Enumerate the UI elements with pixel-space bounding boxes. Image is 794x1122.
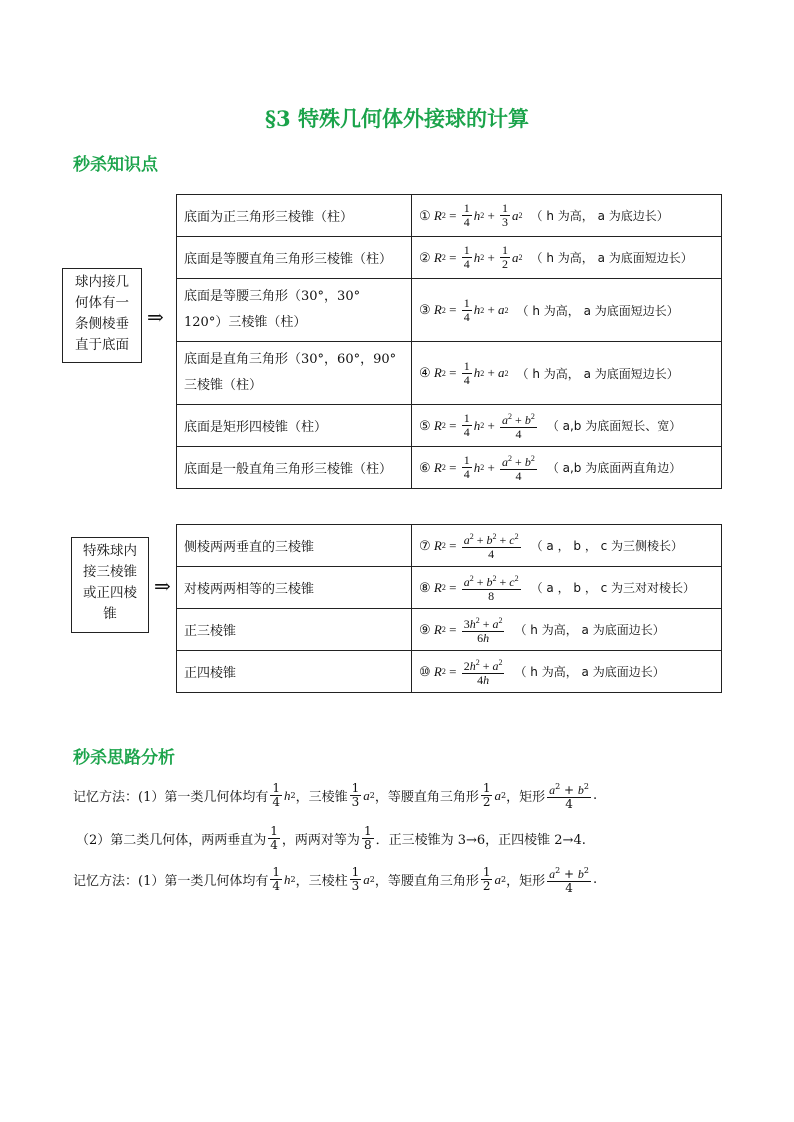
table-row <box>177 405 722 447</box>
analysis-paragraph-2: （2）第二类几何体，两两垂直为 $\frac{1}{4}$ ，两两对等为 $\frac{1}{8}$ ．正三棱锥为 3→6，正四棱锥 2→4. <box>76 824 586 852</box>
row-description: 底面是直角三角形（30°，60°，90° 三棱锥（柱） <box>177 342 412 405</box>
table-row <box>177 525 722 567</box>
formula-note: （ a,b 为底面短长、宽） <box>546 419 682 433</box>
row-formula: ② R 2 = $\frac{1}{4}$ h 2 + $\frac{1}{2}$ a 2 （ h 为高， a 为底面短边长） <box>412 237 722 279</box>
row-formula: ⑦ R 2 = $\frac{a^2 + b^2 + c^2}{4}$ （ a ， b ， c 为三侧棱长） <box>412 525 722 567</box>
formula-note: （ h 为高， a 为底面短边长） <box>530 251 693 265</box>
section-heading-knowledge: 秒杀知识点 <box>73 155 158 175</box>
page-title: §3 特殊几何体外接球的计算 <box>265 106 529 131</box>
table-row <box>177 342 722 405</box>
row-formula: ⑨ R 2 = $\frac{3h^2 + a^2}{6h}$ （ h 为高， a 为底面边长） <box>412 609 722 651</box>
row-formula: ⑩ R 2 = $\frac{2h^2 + a^2}{4h}$ （ h 为高， a 为底面边长） <box>412 651 722 693</box>
group1-label-line: 条侧棱垂 <box>75 316 129 332</box>
table-row <box>177 195 722 237</box>
group1-label-line: 直于底面 <box>75 337 129 353</box>
formula-table-1 <box>176 194 722 489</box>
row-formula: ⑧ R 2 = $\frac{a^2 + b^2 + c^2}{8}$ （ a ， b ， c 为三对对棱长） <box>412 567 722 609</box>
formula-note: （ h 为高， a 为底边长） <box>530 209 669 223</box>
row-formula: ⑥ R 2 = $\frac{1}{4}$ h 2 + $\frac{a^2 + b^2}{4}$ （ a,b 为底面两直角边） <box>412 447 722 489</box>
group2-label-line: 或正四棱 <box>83 585 137 601</box>
table-row <box>177 567 722 609</box>
formula-note: （ h 为高， a 为底面边长） <box>514 665 665 679</box>
group2-label-line: 接三棱锥 <box>83 564 137 580</box>
table-row <box>177 237 722 279</box>
group2-label-line: 锥 <box>103 606 117 622</box>
table-row <box>177 651 722 693</box>
row-description: 底面为正三角形三棱锥（柱） <box>177 195 412 237</box>
row-formula: ⑤ R 2 = $\frac{1}{4}$ h 2 + $\frac{a^2 + b^2}{4}$ （ a,b 为底面短长、宽） <box>412 405 722 447</box>
implies-arrow: ⇒ <box>147 305 164 329</box>
formula-note: （ a,b 为底面两直角边） <box>546 461 682 475</box>
formula-note: （ h 为高， a 为底面边长） <box>514 623 665 637</box>
row-description: 底面是等腰三角形（30°，30° 120°）三棱锥（柱） <box>177 279 412 342</box>
row-formula: ① R 2 = $\frac{1}{4}$ h 2 + $\frac{1}{3}$ a 2 （ h 为高， a 为底边长） <box>412 195 722 237</box>
table-row <box>177 447 722 489</box>
row-description: 侧棱两两垂直的三棱锥 <box>177 525 412 567</box>
formula-table-2 <box>176 524 722 693</box>
analysis-paragraph-3: 记忆方法：(1）第一类几何体均有 $\frac{1}{4}$ h 2 ，三棱柱 $\frac{1}{3}$ a 2 ，等腰直角三角形 $\frac{1}{2}$ a 2 ，矩形 $\frac{a^2 + b^2}{4}$ . <box>73 865 598 895</box>
section-heading-analysis: 秒杀思路分析 <box>73 748 175 768</box>
row-description: 底面是等腰直角三角形三棱锥（柱） <box>177 237 412 279</box>
implies-arrow: ⇒ <box>154 574 171 598</box>
group2-label-line: 特殊球内 <box>83 543 137 559</box>
row-formula: ③ R 2 = $\frac{1}{4}$ h 2 + a 2 （ h 为高， a 为底面短边长） <box>412 279 722 342</box>
formula-note: （ a ， b ， c 为三侧棱长） <box>530 539 684 553</box>
group2-label-box <box>71 537 149 633</box>
table-row <box>177 609 722 651</box>
group1-label-line: 球内接几 <box>75 274 129 290</box>
row-description: 对棱两两相等的三棱锥 <box>177 567 412 609</box>
analysis-paragraph-1: 记忆方法：(1）第一类几何体均有 $\frac{1}{4}$ h 2 ，三棱锥 $\frac{1}{3}$ a 2 ，等腰直角三角形 $\frac{1}{2}$ a 2 ，矩形 $\frac{a^2 + b^2}{4}$ . <box>73 781 598 811</box>
row-description: 底面是一般直角三角形三棱锥（柱） <box>177 447 412 489</box>
formula-note: （ h 为高， a 为底面短边长） <box>516 303 679 318</box>
row-description: 底面是矩形四棱锥（柱） <box>177 405 412 447</box>
table-row <box>177 279 722 342</box>
group1-label-line: 何体有一 <box>75 295 129 311</box>
row-formula: ④ R 2 = $\frac{1}{4}$ h 2 + a 2 （ h 为高， a 为底面短边长） <box>412 342 722 405</box>
row-description: 正三棱锥 <box>177 609 412 651</box>
row-description: 正四棱锥 <box>177 651 412 693</box>
formula-note: （ a ， b ， c 为三对对棱长） <box>530 581 696 595</box>
formula-note: （ h 为高， a 为底面短边长） <box>516 366 679 381</box>
group1-label-box <box>62 268 142 363</box>
